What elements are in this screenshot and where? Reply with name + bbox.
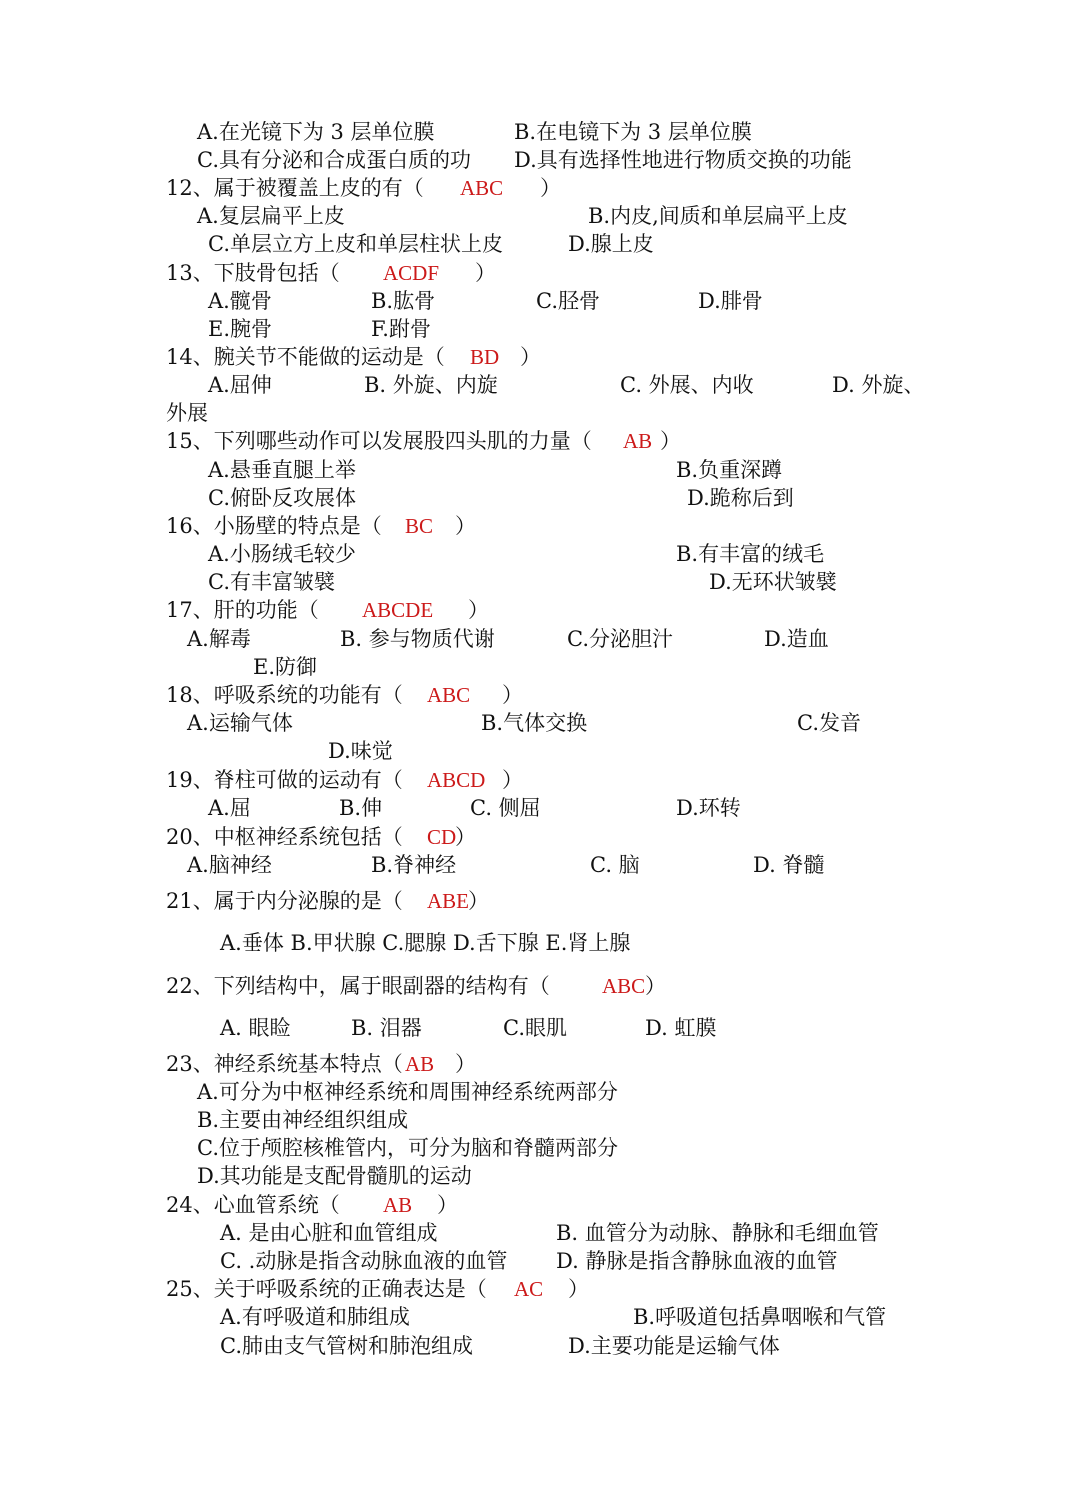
q19-stem: 19、脊柱可做的运动有（ [166,768,403,792]
q13-answer: ACDF [383,261,440,285]
q13-option-f: F.跗骨 [371,317,431,341]
q20-option-c: C. 脑 [590,853,640,877]
q25-option-a: A.有呼吸道和肺组成 [220,1305,410,1329]
q23-option-d: D.其功能是支配骨髓肌的运动 [197,1164,472,1188]
q22-option-b: B. 泪器 [351,1016,422,1040]
q18-option-a: A.运输气体 [187,711,293,735]
q14-option-b: B. 外旋、内旋 [364,373,498,397]
q22-option-c: C.眼肌 [503,1016,567,1040]
q20-answer: CD [427,825,457,849]
q15-stem: 15、下列哪些动作可以发展股四头肌的力量（ [166,429,592,453]
q21-stem: 21、属于内分泌腺的是（ [166,889,403,913]
q13-option-e: E.腕骨 [208,317,273,341]
q24-close: ） [437,1193,458,1217]
q16-option-a: A.小肠绒毛较少 [208,542,356,566]
q15-option-b: B.负重深蹲 [676,458,783,482]
q13-stem: 13、下肢骨包括（ [166,261,340,285]
q16-option-d: D.无环状皱襞 [709,570,837,594]
q24-option-c: C. .动脉是指含动脉血液的血管 [220,1249,508,1273]
q12-option-b: B.内皮,间质和单层扁平上皮 [588,204,848,228]
q15-option-d: D.跪称后到 [687,486,794,510]
q16-answer: BC [405,514,434,538]
q23-option-a: A.可分为中枢神经系统和周围神经系统两部分 [197,1080,618,1104]
q19-close: ） [502,768,523,792]
q18-option-b: B.气体交换 [481,711,588,735]
q22-option-a: A. 眼睑 [220,1016,291,1040]
q17-close: ） [468,598,489,622]
q12-option-a: A.复层扁平上皮 [197,204,345,228]
q14-option-a: A.屈伸 [208,373,272,397]
q20-option-b: B.脊神经 [371,853,457,877]
q22-stem: 22、下列结构中，属于眼副器的结构有（ [166,974,550,998]
q23-option-c: C.位于颅腔核椎管内，可分为脑和脊髓两部分 [197,1136,618,1160]
q12-stem: 12、属于被覆盖上皮的有（ [166,176,424,200]
q15-close: ） [660,429,681,453]
q13-option-a: A.髋骨 [208,289,272,313]
q23-answer: AB [405,1052,435,1076]
q15-answer: AB [623,429,653,453]
q18-option-c: C.发音 [797,711,861,735]
q17-option-d: D.造血 [764,627,829,651]
q25-option-c: C.肺由支气管树和肺泡组成 [220,1334,473,1358]
q16-close: ） [455,514,476,538]
q11-option-c: C.具有分泌和合成蛋白质的功 [197,148,471,172]
q12-answer: ABC [460,176,504,200]
q11-option-a: A.在光镜下为 3 层单位膜 [197,120,435,144]
q22-close: ） [645,974,666,998]
q24-option-d: D. 静脉是指含静脉血液的血管 [556,1249,838,1273]
q14-stem: 14、腕关节不能做的运动是（ [166,345,445,369]
q18-option-d: D.味觉 [328,739,393,763]
q20-option-d: D. 脊髓 [753,853,825,877]
q24-stem: 24、心血管系统（ [166,1193,340,1217]
q24-option-a: A. 是由心脏和血管组成 [220,1221,438,1245]
q21-answer: ABE [427,889,469,913]
q23-option-b: B.主要由神经组织组成 [197,1108,409,1132]
q24-option-b: B. 血管分为动脉、静脉和毛细血管 [556,1221,879,1245]
q13-option-b: B.肱骨 [371,289,436,313]
q24-answer: AB [383,1193,413,1217]
q16-stem: 16、小肠壁的特点是（ [166,514,382,538]
q22-answer: ABC [602,974,646,998]
q14-answer: BD [470,345,500,369]
q16-option-c: C.有丰富皱襞 [208,570,335,594]
q14-close: ） [520,345,541,369]
q25-answer: AC [514,1277,544,1301]
q17-stem: 17、肝的功能（ [166,598,319,622]
q25-option-d: D.主要功能是运输气体 [568,1334,780,1358]
q25-option-b: B.呼吸道包括鼻咽喉和气管 [633,1305,887,1329]
q12-option-d: D.腺上皮 [568,232,654,256]
q15-option-c: C.俯卧反攻展体 [208,486,356,510]
q21-options: A.垂体 B.甲状腺 C.腮腺 D.舌下腺 E.肾上腺 [220,931,631,955]
q15-option-a: A.悬垂直腿上举 [208,458,356,482]
q20-stem: 20、中枢神经系统包括（ [166,825,403,849]
q19-option-d: D.环转 [676,796,741,820]
q19-option-c: C. 侧屈 [470,796,541,820]
q12-close: ） [540,176,561,200]
q17-option-b: B. 参与物质代谢 [340,627,495,651]
q17-option-a: A.解毒 [187,627,251,651]
q18-close: ） [502,683,523,707]
q14-option-c: C. 外展、内收 [620,373,754,397]
q17-option-c: C.分泌胆汁 [567,627,673,651]
q23-close: ） [455,1052,476,1076]
q25-stem: 25、关于呼吸系统的正确表达是（ [166,1277,487,1301]
q25-close: ） [568,1277,589,1301]
q20-close: ） [455,825,476,849]
q19-answer: ABCD [427,768,486,792]
q13-close: ） [475,261,496,285]
q20-option-a: A.脑神经 [187,853,272,877]
q14-option-d: D. 外旋、 [832,373,925,397]
q22-option-d: D. 虹膜 [645,1016,717,1040]
q18-answer: ABC [427,683,471,707]
q17-answer: ABCDE [362,598,434,622]
q14-option-d-continued: 外展 [166,401,208,425]
q21-close: ） [468,889,489,913]
q13-option-d: D.腓骨 [698,289,763,313]
q13-option-c: C.胫骨 [536,289,600,313]
q16-option-b: B.有丰富的绒毛 [676,542,825,566]
q19-option-a: A.屈 [208,796,251,820]
q17-option-e: E.防御 [253,655,318,679]
q18-stem: 18、呼吸系统的功能有（ [166,683,403,707]
q11-option-d: D.具有选择性地进行物质交换的功能 [514,148,852,172]
q23-stem: 23、神经系统基本特点（ [166,1052,403,1076]
q11-option-b: B.在电镜下为 3 层单位膜 [514,120,752,144]
q12-option-c: C.单层立方上皮和单层柱状上皮 [208,232,503,256]
q19-option-b: B.伸 [339,796,383,820]
